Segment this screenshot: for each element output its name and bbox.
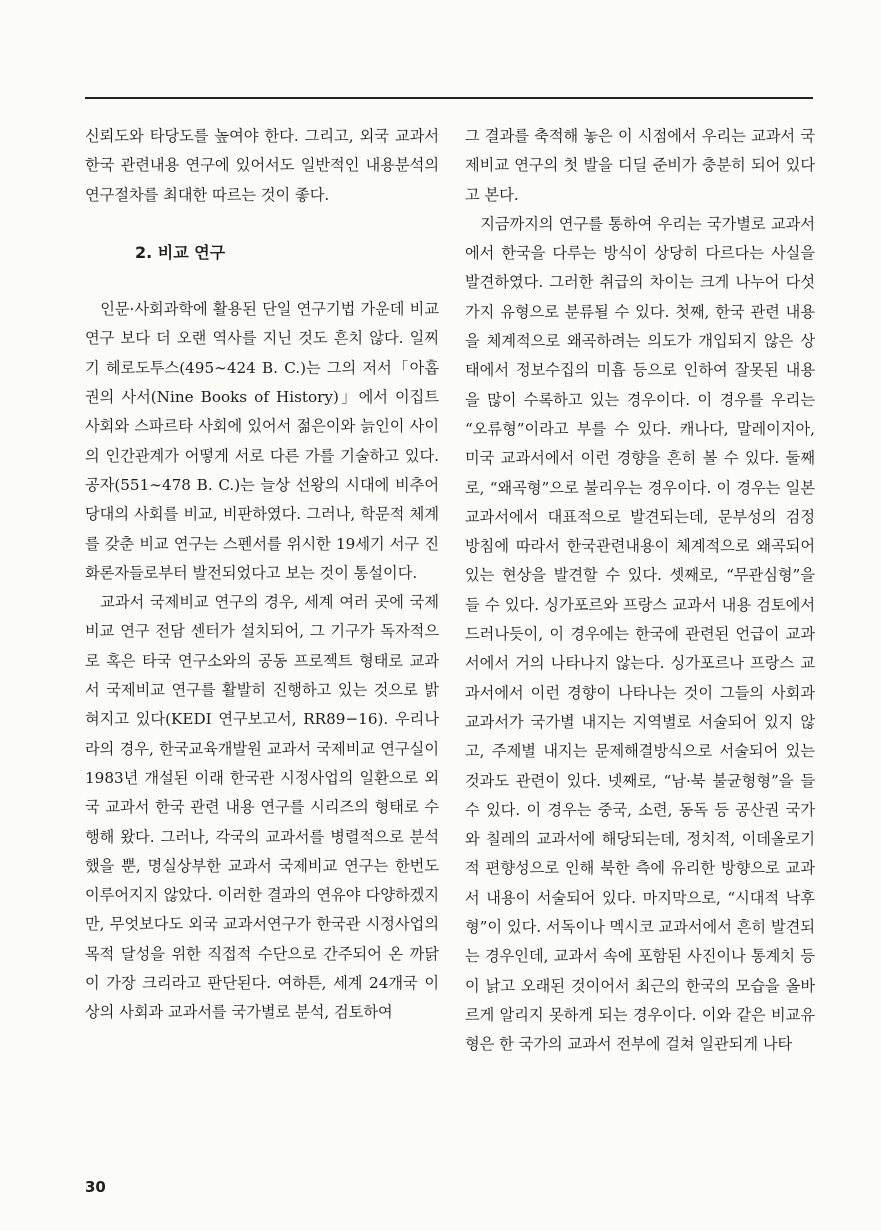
paragraph: 신뢰도와 타당도를 높여야 한다. 그리고, 외국 교과서 한국 관련내용 연구에 있어서도 일반적인 내용분석의 연구절차를 최대한 따르는 것이 좋다.	[85, 127, 439, 204]
left-column	[85, 122, 439, 1028]
paragraph: 그 결과를 축적해 놓은 이 시점에서 우리는 교과서 국제비교 연구의 첫 발을 디딜 준비가 충분히 되어 있다고 본다.	[465, 127, 815, 204]
header-rule	[85, 97, 813, 99]
paragraph: 지금까지의 연구를 통하여 우리는 국가별로 교과서에서 한국을 다루는 방식이 상당히 다르다는 사실을 발견하였다. 그러한 취급의 차이는 크게 나누어 다섯 가지 유형으로 분류될 수 있다. 첫째, 한국 관련 내용을 체계적으로 왜곡하려는 의도가 개입되지 않은 상태에서 정보수집의 미흡 등으로 인하여 잘못된 내용을 많이 수록하고 있는 경우이다. 이 경우를 우리는 “오류형”이라고 부를 수 있다. 캐나다, 말레이지아, 미국 교과서에서 이런 경향을 흔히 볼 수 있다. 둘째로, “왜곡형”으로 불리우는 경우이다. 이 경우는 일본 교과서에서 대표적으로 발견되는데, 문부성의 검정 방침에 따라서 한국관련내용이 체계적으로 왜곡되어 있는 현상을 발견할 수 있다. 셋째로, “무관심형”을 들 수 있다. 싱가포르와 프랑스 교과서 내용 검토에서 드러나듯이, 이 경우에는 한국에 관련된 언급이 교과서에서 거의 나타나지 않는다. 싱가포르나 프랑스 교과서에서 이런 경향이 나타나는 것이 그들의 사회과 교과서가 국가별 내지는 지역별로 서술되어 있지 않고, 주제별 내지는 문제해결방식으로 서술되어 있는 것과도 관련이 있다. 넷째로, “남·북 불균형형”을 들 수 있다. 이 경우는 중국, 소련, 동독 등 공산권 국가와 칠레의 교과서에 해당되는데, 정치적, 이데올로기적 편향성으로 인해 북한 측에 유리한 방향으로 교과서 내용이 서술되어 있다. 마지막으로, “시대적 낙후형”이 있다. 서독이나 멕시코 교과서에서 흔히 발견되는 경우인데, 교과서 속에 포함된 사진이나 통계치 등이 낡고 오래된 것이어서 최근의 한국의 모습을 올바르게 알리지 못하게 되는 경우이다. 이와 같은 비교유형은 한 국가의 교과서 전부에 걸쳐 일관되게 나타	[465, 214, 815, 1054]
section-heading: 2. 비교 연구	[135, 242, 226, 262]
paragraph: 교과서 국제비교 연구의 경우, 세계 여러 곳에 국제비교 연구 전담 센터가 설치되어, 그 기구가 독자적으로 혹은 타국 연구소와의 공동 프로젝트 형태로 교과서 국제비교 연구를 활발히 진행하고 있는 것으로 밝혀지고 있다(KEDI 연구보고서, RR89−16). 우리나라의 경우, 한국교육개발원 교과서 국제비교 연구실이 1983년 개설된 이래 한국관 시정사업의 일환으로 외국 교과서 한국 관련 내용 연구를 시리즈의 형태로 수행해 왔다. 그러나, 각국의 교과서를 병렬적으로 분석했을 뿐, 명실상부한 교과서 국제비교 연구는 한번도 이루어지지 않았다. 이러한 결과의 연유야 다양하겠지만, 무엇보다도 외국 교과서연구가 한국관 시정사업의 목적 달성을 위한 직접적 수단으로 간주되어 온 까닭이 가장 크리라고 판단된다. 여하튼, 세계 24개국 이상의 사회과 교과서를 국가별로 분석, 검토하여	[85, 593, 439, 1022]
right-column	[465, 122, 815, 1060]
paragraph: 인문·사회과학에 활용된 단일 연구기법 가운데 비교연구 보다 더 오랜 역사를 지닌 것도 흔치 않다. 일찌기 헤로도투스(495∼424 B. C.)는 그의 저서「아홉권의 사서(Nine Books of History)」에서 이집트 사회와 스파르타 사회에 있어서 젊은이와 늙인이 사이의 인간관계가 어떻게 서로 다른 가를 기술하고 있다. 공자(551∼478 B. C.)는 늘상 선왕의 시대에 비추어 당대의 사회를 비교, 비판하였다. 그러나, 학문적 체계를 갖춘 비교 연구는 스펜서를 위시한 19세기 서구 진화론자들로부터 발전되었다고 보는 것이 통설이다.	[85, 300, 439, 582]
page-number: 30	[85, 1178, 106, 1196]
